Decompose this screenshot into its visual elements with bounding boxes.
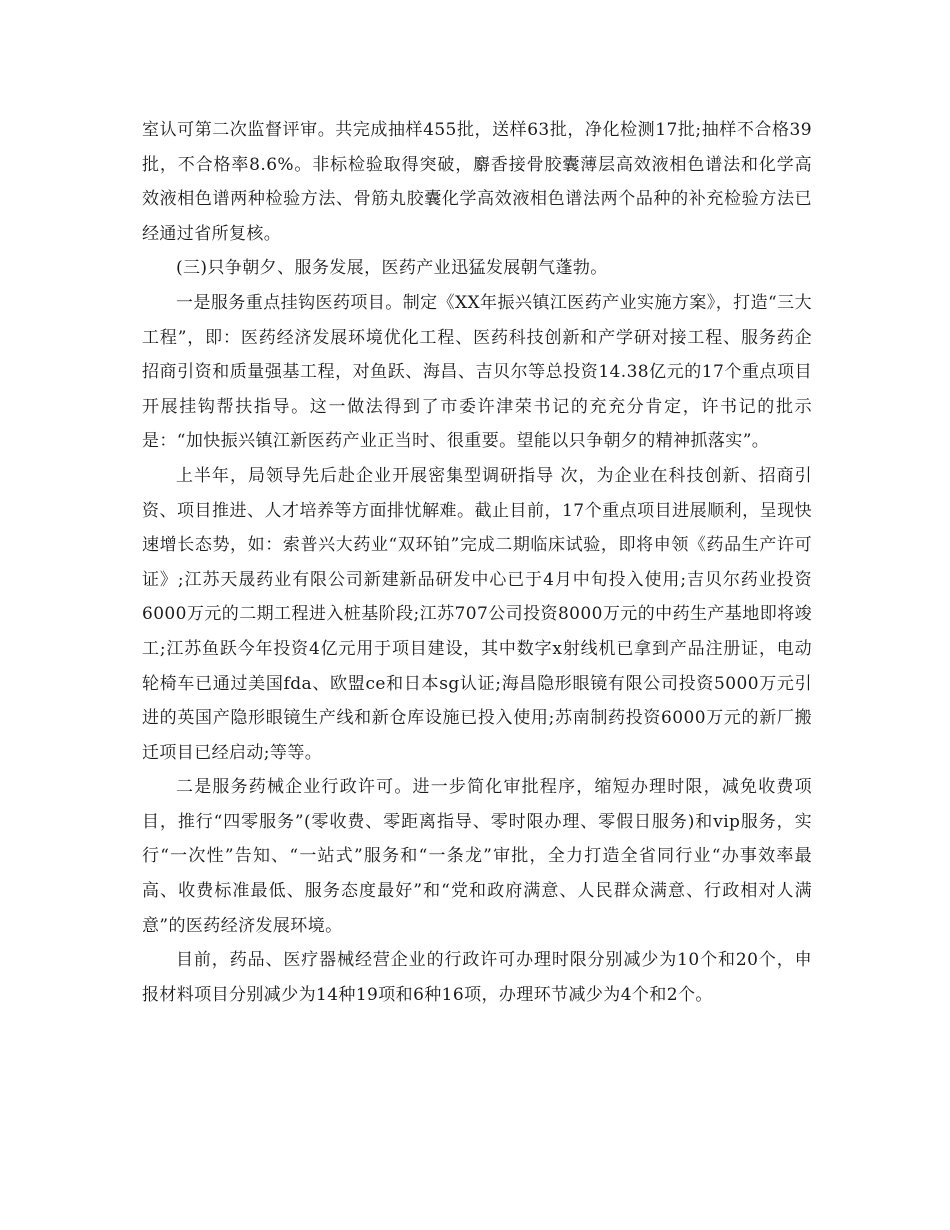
paragraph-current-status: 目前，药品、医疗器械经营企业的行政许可办理时限分别减少为10个和20个，申报材料项目分别减少为14种19项和6种16项，办理环节减少为4个和2个。 <box>142 950 812 1005</box>
paragraph-first-half-year: 上半年，局领导先后赴企业开展密集型调研指导 次，为企业在科技创新、招商引资、项目推进、人才培养等方面排忧解难。截止目前，17个重点项目进展顺利，呈现快速增长态势，如：索普兴大药业“双环铂”完成二期临床试验，即将申领《药品生产许可证》;江苏天晟药业有限公司新建新品研发中心已于4月中旬投入使用;吉贝尔药业投资6000万元的二期工程进入桩基阶段;江苏707公司投资8000万元的中药生产基地即将竣工;江苏鱼跃今年投资4亿元用于项目建设，其中数字x射线机已拿到产品注册证，电动轮椅车已通过美国fda、欧盟ce和日本sg认证;海昌隐形眼镜有限公司投资5000万元引进的英国产隐形眼镜生产线和新仓库设施已投入使用;苏南制药投资6000万元的新厂搬迁项目已经启动;等等。 <box>142 465 812 763</box>
paragraph-admin-license: 二是服务药械企业行政许可。进一步简化审批程序，缩短办理时限，减免收费项目，推行“四零服务”(零收费、零距离指导、零时限办理、零假日服务)和vip服务，实行“一次性”告知、“一站式”服务和“一条龙”审批，全力打造全省同行业“办事效率最高、收费标准最低、服务态度最好”和“党和政府满意、人民群众满意、行政相对人满意”的医药经济发展环境。 <box>142 777 812 936</box>
paragraph-key-projects: 一是服务重点挂钩医药项目。制定《XX年振兴镇江医药产业实施方案》，打造“三大工程”，即：医药经济发展环境优化工程、医药科技创新和产学研对接工程、服务药企招商引资和质量强基工程，对鱼跃、海昌、吉贝尔等总投资14.38亿元的17个重点项目开展挂钩帮扶指导。这一做法得到了市委许津荣书记的充充分肯定，许书记的批示是：“加快振兴镇江新医药产业正当时、很重要。望能以只争朝夕的精神抓落实”。 <box>142 292 812 452</box>
section-heading-3: (三)只争朝夕、服务发展，医药产业迅猛发展朝气蓬勃。 <box>176 258 608 279</box>
paragraph-lab-review: 室认可第二次监督评审。共完成抽样455批，送样63批，净化检测17批;抽样不合格39批，不合格率8.6%。非标检验取得突破，麝香接骨胶囊薄层高效液相色谱法和化学高效液相色谱两种检验方法、骨筋丸胶囊化学高效液相色谱法两个品种的补充检验方法已经通过省所复核。 <box>142 120 812 244</box>
document-body <box>142 113 812 1012</box>
